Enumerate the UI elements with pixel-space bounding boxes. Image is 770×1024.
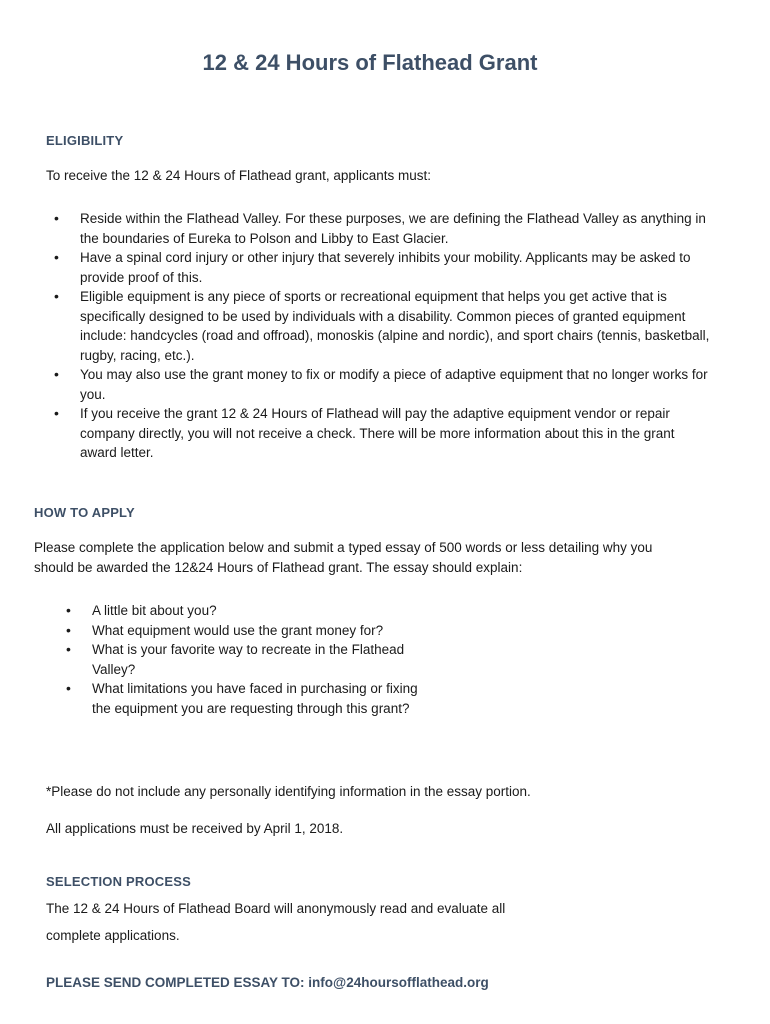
contact-line: PLEASE SEND COMPLETED ESSAY TO: info@24hoursofflathead.org	[46, 975, 489, 990]
selection-heading: SELECTION PROCESS	[46, 874, 191, 889]
list-item: • What equipment would use the grant money for?	[58, 621, 418, 641]
list-item: • You may also use the grant money to fix or modify a piece of adaptive equipment that no longer works for you.	[46, 365, 710, 404]
page-title: 12 & 24 Hours of Flathead Grant	[202, 50, 538, 75]
essay-topics-list	[58, 601, 418, 718]
selection-line-2: complete applications.	[46, 928, 180, 943]
list-item: • Have a spinal cord injury or other injury that severely inhibits your mobility. Applicants may be asked to provide proof of this.	[46, 248, 710, 287]
list-item: • A little bit about you?	[58, 601, 418, 621]
list-item: • What is your favorite way to recreate in the Flathead Valley?	[58, 640, 418, 679]
list-item: • Reside within the Flathead Valley. For these purposes, we are defining the Flathead Valley as anything in the boundaries of Eureka to Polson and Libby to East Glacier.	[46, 209, 710, 248]
eligibility-intro: To receive the 12 & 24 Hours of Flathead grant, applicants must:	[46, 168, 431, 183]
list-item: • If you receive the grant 12 & 24 Hours of Flathead will pay the adaptive equipment vendor or repair company directly, you will not receive a check. There will be more information about this in the grant award letter.	[46, 404, 710, 463]
list-item: • What limitations you have faced in purchasing or fixing the equipment you are requesting through this grant?	[58, 679, 418, 718]
deadline-text: All applications must be received by April 1, 2018.	[46, 821, 344, 836]
privacy-note: *Please do not include any personally identifying information in the essay portion.	[46, 784, 531, 799]
selection-line-1: The 12 & 24 Hours of Flathead Board will anonymously read and evaluate all	[46, 901, 506, 916]
how-to-apply-heading: HOW TO APPLY	[34, 505, 135, 520]
how-to-apply-intro: Please complete the application below and submit a typed essay of 500 words or less detailing why you should be awarded the 12&24 Hours of Flathead grant. The essay should explain:	[34, 540, 653, 575]
eligibility-heading: ELIGIBILITY	[46, 133, 124, 148]
list-item: • Eligible equipment is any piece of sports or recreational equipment that helps you get active that is specifically designed to be used by individuals with a disability. Common pieces of granted equipment include: handcycles (road and offroad), monoskis (alpine and nordic), and sport chairs (tennis, basketball, rugby, racing, etc.).	[46, 287, 710, 365]
eligibility-list	[46, 209, 710, 463]
